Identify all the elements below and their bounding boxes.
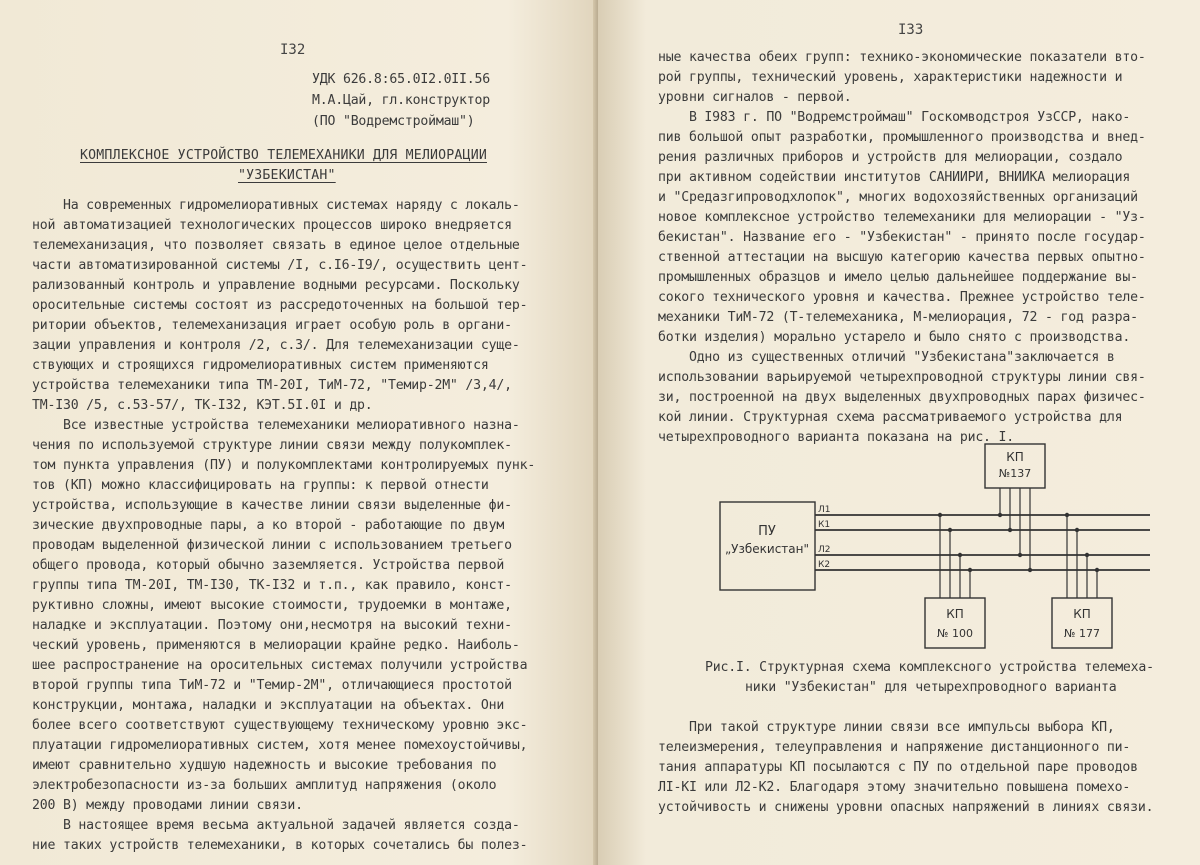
body-line: зи, построенной на двух выделенных двухпроводных парах физичес-	[658, 390, 1146, 405]
body-line: телеизмерения, телеуправления и напряжение дистанционного пи-	[658, 740, 1131, 755]
body-line: плуатации гидромелиоративных систем, хотя менее помехоустойчивы,	[32, 738, 528, 753]
body-line: использовании варьируемой четырехпроводной структуры линии свя-	[658, 370, 1146, 385]
organization-line: (ПО "Водремстроймаш")	[312, 114, 475, 129]
page-number-right: I33	[898, 22, 924, 38]
body-line: устройства телемеханики типа ТМ-20I, ТиМ-72, "Темир-2М" /3,4/,	[32, 378, 512, 393]
body-line: пив большой опыт разработки, промышленного производства и внед-	[658, 130, 1146, 145]
body-line: при активном содействии институтов САНИИРИ, ВНИИКА мелиорация	[658, 170, 1131, 185]
body-line: В настоящее время весьма актуальной задачей является созда-	[32, 818, 520, 833]
body-line: новое комплексное устройство телемеханики для мелиорации - "Уз-	[658, 210, 1146, 225]
body-line: том пункта управления (ПУ) и полукомплектами контролируемых пунк-	[32, 458, 536, 473]
body-line: рой группы, технический уровень, характеристики надежности и	[658, 70, 1123, 85]
body-line: ние таких устройств телемеханики, в которых сочетались бы полез-	[32, 838, 528, 853]
body-line: оросительные системы состоят из рассредоточенных на большой тер-	[32, 298, 528, 313]
body-line: бекистан". Название его - "Узбекистан" - принято после государ-	[658, 230, 1146, 245]
kp-top-number: №137	[998, 467, 1032, 480]
kp-right-box	[1052, 598, 1112, 648]
body-line: ствующих и строящихся гидромелиоративных систем применяются	[32, 358, 489, 373]
udk-code: УДК 626.8:65.0I2.0II.56	[312, 72, 491, 87]
body-line: более всего соответствуют существующему техническому уровню экс-	[32, 718, 528, 733]
author-line: М.А.Цай, гл.конструктор	[312, 93, 491, 108]
body-line: ственной аттестации на высшую категорию качества первых опытно-	[658, 250, 1146, 265]
pu-name: „Узбекистан"	[724, 542, 810, 556]
bus-lines	[815, 515, 1150, 570]
figure-caption-line-2: ники "Узбекистан" для четырехпроводного варианта	[745, 680, 1117, 695]
body-line: зические двухпроводные пары, а ко второй - работающие по двум	[32, 518, 505, 533]
body-line: 200 В) между проводами линии связи.	[32, 798, 303, 813]
body-line: рения различных приборов и устройств для мелиорации, создало	[658, 150, 1123, 165]
body-line: В I983 г. ПО "Водремстроймаш" Госкомводстроя УзССР, нако-	[658, 110, 1131, 125]
kp-right-title: КП	[1073, 607, 1091, 621]
body-line: телемеханизация, что позволяет связать в единое целое отдельные	[32, 238, 520, 253]
line-label-k1: К1	[818, 520, 831, 530]
body-line: механики ТиМ-72 (Т-телемеханика, М-мелиорация, 72 - год разра-	[658, 310, 1138, 325]
body-line: ТМ-I30 /5, с.53-57/, ТК-I32, КЭТ.5I.0I и др.	[32, 398, 373, 413]
body-line: тов (КП) можно классифицировать на группы: к первой отнести	[32, 478, 489, 493]
body-line: При такой структуре линии связи все импульсы выбора КП,	[658, 720, 1115, 735]
body-line: ные качества обеих групп: технико-экономические показатели вто-	[658, 50, 1146, 65]
tap-lines	[940, 488, 1097, 598]
line-label-l1: Л1	[818, 505, 831, 515]
kp-mid-number: № 100	[937, 627, 973, 640]
body-line: чения по используемой структуре линии связи между полукомплек-	[32, 438, 512, 453]
kp-mid-box	[925, 598, 985, 648]
body-line: четырехпроводного варианта показана на рис. I.	[658, 430, 1015, 445]
kp-top-title: КП	[1006, 450, 1024, 464]
body-line: имеют сравнительно худшую надежность и высокие требования по	[32, 758, 497, 773]
article-title-line-2: "УЗБЕКИСТАН"	[238, 168, 336, 183]
structural-diagram	[705, 440, 1165, 665]
figure-caption-line-1: Рис.I. Структурная схема комплексного устройства телемеха-	[705, 660, 1154, 675]
body-line: группы типа ТМ-20I, ТМ-I30, ТК-I32 и т.п., как правило, конст-	[32, 578, 512, 593]
body-line: устойчивость и снижены уровни опасных напряжений в линиях связи.	[658, 800, 1154, 815]
body-line: руктивно сложны, имеют высокие стоимости, трудоемки в монтаже,	[32, 598, 512, 613]
body-line: тания аппаратуры КП посылаются с ПУ по отдельной паре проводов	[658, 760, 1138, 775]
body-line: наладке и эксплуатации. Поэтому они,несмотря на высокий техни-	[32, 618, 512, 633]
body-line: ботки изделия) морально устарело и было снято с производства.	[658, 330, 1131, 345]
line-label-l2: Л2	[818, 545, 831, 555]
body-line: На современных гидромелиоративных системах наряду с локаль-	[32, 198, 520, 213]
kp-right-number: № 177	[1064, 627, 1100, 640]
body-line: уровни сигналов - первой.	[658, 90, 852, 105]
body-line: устройства, использующие в качестве линии связи выделенные фи-	[32, 498, 512, 513]
line-label-k2: К2	[818, 560, 831, 570]
body-line: зации управления и контроля /2, с.3/. Для телемеханизации суще-	[32, 338, 520, 353]
body-line: ной автоматизацией технологических процессов широко внедряется	[32, 218, 512, 233]
body-line: общего провода, который обычно заземляется. Устройства первой	[32, 558, 505, 573]
body-line: Все известные устройства телемеханики мелиоративного назна-	[32, 418, 520, 433]
body-line: второй группы типа ТиМ-72 и "Темир-2М", отличающиеся простотой	[32, 678, 512, 693]
article-title-line-1: КОМПЛЕКСНОЕ УСТРОЙСТВО ТЕЛЕМЕХАНИКИ ДЛЯ МЕЛИОРАЦИИ	[80, 148, 487, 163]
body-line: кой линии. Структурная схема рассматриваемого устройства для	[658, 410, 1123, 425]
body-line: конструкции, монтажа, наладки и эксплуатации на объектах. Они	[32, 698, 505, 713]
body-line: сокого технического уровня и качества. Прежнее устройство теле-	[658, 290, 1146, 305]
body-line: Одно из существенных отличий "Узбекистана"заключается в	[658, 350, 1115, 365]
body-line: промышленных образцов и имело целью дальнейшее поддержание вы-	[658, 270, 1138, 285]
body-line: рализованный контроль и управление водными ресурсами. Поскольку	[32, 278, 520, 293]
body-line: шее распространение на оросительных системах получили устройства	[32, 658, 528, 673]
body-line: ритории объектов, телемеханизация играет особую роль в органи-	[32, 318, 512, 333]
pu-title: ПУ	[758, 524, 776, 539]
kp-mid-title: КП	[946, 607, 964, 621]
body-line: проводам выделенной физической линии с использованием третьего	[32, 538, 512, 553]
page-number-left: I32	[280, 42, 306, 58]
body-line: ческий уровень, применяются в мелиорации крайне редко. Наиболь-	[32, 638, 520, 653]
body-line: ЛI-КI или Л2-К2. Благодаря этому значительно повышена помехо-	[658, 780, 1131, 795]
junction-dots	[938, 513, 1099, 572]
body-line: и "Средазгипроводхлопок", многих водохозяйственных организаций	[658, 190, 1138, 205]
body-line: электробезопасности из-за больших амплитуд напряжения (около	[32, 778, 497, 793]
body-line: части автоматизированной системы /I, с.I6-I9/, осуществить цент-	[32, 258, 528, 273]
left-page	[0, 0, 598, 865]
